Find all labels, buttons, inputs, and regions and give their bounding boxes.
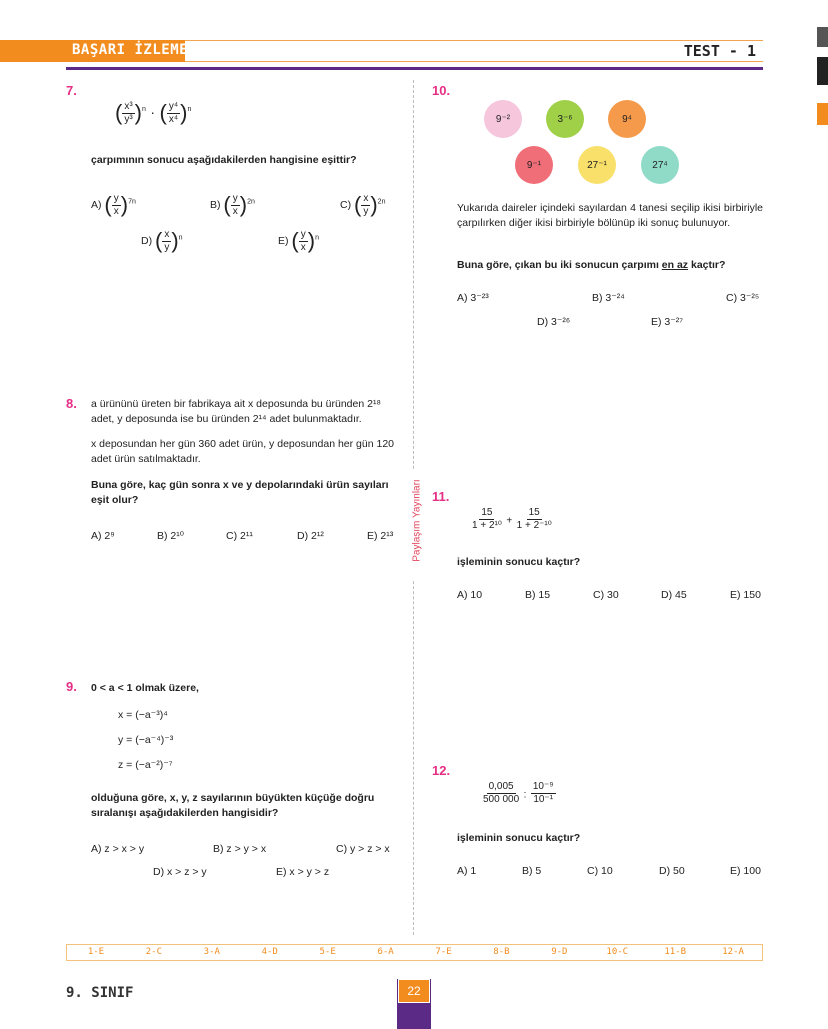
q11-expression — [472, 507, 552, 532]
answer-key — [66, 944, 763, 961]
exponent: 2n — [377, 198, 386, 206]
condition: 0 < a < 1 olmak üzere, — [91, 682, 199, 694]
question-number: 10. — [432, 83, 451, 98]
exponent: n — [315, 234, 319, 242]
denominator: x — [232, 205, 238, 217]
option: A) ( $\frac{y}{x}$ )$^{7n}$ — [91, 192, 136, 217]
denominator: x — [300, 241, 306, 253]
header-line — [185, 40, 763, 62]
number-circle — [578, 146, 616, 184]
numerator: y⁴ — [168, 100, 179, 112]
question-number: 8. — [66, 396, 77, 411]
option: E) 3⁻²⁷ — [651, 316, 684, 328]
q12-expression — [483, 781, 556, 806]
answer-key-item: 11-B — [664, 947, 687, 957]
option: D) 2¹² — [297, 530, 324, 542]
question-number: 12. — [432, 763, 451, 778]
circle-value: 9⁴ — [622, 113, 632, 125]
q7-expression: ( $\frac{\text{x³}}{\text{y³}}$ )$^n$ · ( $\frac{\text{y⁴}}{\text{x⁴}}$ )$^n$ — [115, 100, 192, 125]
option: C) 3⁻²⁵ — [726, 292, 760, 304]
question-number: 9. — [66, 679, 77, 694]
answer-key-item: 5-E — [319, 947, 336, 957]
option-label: D) — [141, 234, 153, 247]
answer-key-item: 4-D — [261, 947, 278, 957]
header-underline — [66, 67, 763, 70]
question-number: 11. — [432, 489, 450, 504]
option: B) z > y > x — [213, 843, 267, 855]
denominator: y — [164, 241, 170, 253]
numerator: y — [232, 192, 238, 204]
option: A) 1 — [457, 865, 477, 877]
number-circle — [546, 100, 584, 138]
question-number: 7. — [66, 83, 77, 98]
answer-key-item: 10-C — [606, 947, 629, 957]
denominator: 500 000 — [483, 794, 520, 805]
option: C) y > z > x — [336, 843, 390, 855]
answer-key-item: 1-E — [87, 947, 105, 957]
numerator: x³ — [124, 100, 133, 112]
answer-key-item: 9-D — [551, 947, 568, 957]
option: D) 45 — [661, 589, 687, 601]
underlined-term: en az — [661, 259, 689, 271]
option: B) 3⁻²⁴ — [592, 292, 625, 304]
answer-key-item: 7-E — [435, 947, 452, 957]
denominator: y³ — [124, 113, 133, 125]
option: B) 15 — [525, 589, 551, 601]
option: B) 5 — [522, 865, 542, 877]
option: C) 2¹¹ — [226, 530, 253, 542]
option: A) 3⁻²³ — [457, 292, 489, 304]
answer-key-item: 12-A — [722, 947, 744, 957]
answer-key-item: 3-A — [203, 947, 220, 957]
option: B) ( $\frac{y}{x}$ )$^{2n}$ — [210, 192, 255, 217]
option: E) x > y > z — [276, 866, 330, 878]
circle-value: 27⁴ — [652, 159, 668, 171]
equation: y = (−a⁻⁴)⁻³ — [118, 734, 174, 746]
denominator: 1 + 2¹⁰ — [472, 520, 502, 531]
denominator: x — [113, 205, 119, 217]
option: A) 2⁹ — [91, 530, 115, 542]
option: B) 2¹⁰ — [157, 530, 184, 542]
exponent: 7n — [128, 198, 136, 206]
denominator: y — [363, 205, 369, 217]
equation: z = (−a⁻²)⁻⁷ — [118, 759, 173, 771]
denominator: x⁴ — [168, 113, 179, 125]
operator: : — [523, 789, 527, 801]
paragraph: Yukarıda daireler içindeki sayılardan 4 tanesi seçilip ikisi birbiriyle çarpılırken diğer ikisi birbiriyle bölünüp iki sonuç bulunuyor. — [457, 202, 763, 229]
publisher-text: Paylaşım Yayınları — [411, 479, 423, 562]
option: E) 150 — [730, 589, 761, 601]
question-part: Buna göre, çıkan bu iki sonucun çarpımı — [457, 259, 662, 271]
option-label: C) — [340, 198, 352, 211]
option: D) 50 — [659, 865, 685, 877]
number-circle — [641, 146, 679, 184]
exponent: n — [187, 105, 192, 113]
option: E) 2¹³ — [367, 530, 394, 542]
number-circle — [484, 100, 522, 138]
denominator: 10⁻¹ — [533, 794, 554, 805]
option-label: A) — [91, 198, 102, 211]
option: A) z > x > y — [91, 843, 145, 855]
question-text: işleminin sonucu kaçtır? — [457, 832, 581, 844]
side-tab — [817, 57, 828, 85]
numerator: x — [164, 228, 170, 240]
paragraph: a ürününü üreten bir fabrikaya ait x deposunda bu üründen 2¹⁸ adet, y deposunda ise bu üründen 2¹⁴ adet bulunmaktadır. — [91, 398, 381, 425]
exponent: n — [142, 105, 146, 113]
numerator: y — [113, 192, 119, 204]
numerator: x — [363, 192, 369, 204]
numerator: 10⁻⁹ — [532, 781, 554, 792]
question-text: çarpımının sonucu aşağıdakilerden hangisine eşittir? — [91, 154, 357, 166]
option: C) ( $\frac{x}{y}$ )$^{2n}$ — [340, 192, 386, 217]
answer-key-item: 2-C — [145, 947, 163, 957]
exponent: n — [178, 234, 183, 242]
exponent: 2n — [247, 198, 255, 206]
option: E) ( $\frac{y}{x}$ )$^n$ — [278, 228, 319, 253]
side-tab — [817, 103, 828, 125]
number-circle — [515, 146, 553, 184]
question-text: işleminin sonucu kaçtır? — [457, 556, 581, 568]
side-tab — [817, 27, 828, 47]
numerator: y — [300, 228, 306, 240]
circle-value: 27⁻¹ — [587, 159, 607, 171]
numerator: 15 — [481, 507, 493, 518]
circle-value: 9⁻¹ — [526, 159, 542, 171]
option: D) 3⁻²⁶ — [537, 316, 571, 328]
operator: + — [506, 515, 513, 527]
test-label: TEST - 1 — [683, 42, 756, 60]
question-text: olduğuna göre, x, y, z sayılarının büyükten küçüğe doğru sıralanışı aşağıdakilerden hangisidir? — [91, 792, 375, 819]
circle-value: 3⁻⁶ — [557, 113, 573, 125]
option: A) 10 — [457, 589, 483, 601]
numerator: 15 — [528, 507, 540, 518]
question-text — [457, 258, 725, 273]
question-text: Buna göre, kaç gün sonra x ve y depolarındaki ürün sayıları eşit olur? — [91, 479, 389, 506]
number-circle — [608, 100, 646, 138]
grade-label: 9. SINIF — [66, 985, 134, 1001]
equation: x = (−a⁻³)⁴ — [118, 709, 168, 721]
answer-key-item: 8-B — [493, 947, 510, 957]
publisher-label — [402, 470, 424, 580]
numerator: 0,005 — [488, 781, 514, 792]
option: E) 100 — [730, 865, 761, 877]
option-label: B) — [210, 198, 221, 211]
option-label: E) — [278, 234, 289, 247]
option: C) 10 — [587, 865, 613, 877]
answer-key-item: 6-A — [377, 947, 394, 957]
circle-value: 9⁻² — [495, 113, 511, 125]
header-title: BAŞARI İZLEME TESTİ — [72, 42, 242, 58]
option: D) x > z > y — [153, 866, 207, 878]
paragraph: x deposundan her gün 360 adet ürün, y deposundan her gün 120 adet ürün satılmaktadır. — [91, 438, 394, 465]
question-part: kaçtır? — [688, 259, 726, 271]
denominator: 1 + 2⁻¹⁰ — [516, 520, 552, 531]
option: D) ( $\frac{x}{y}$ )$^n$ — [141, 228, 183, 253]
option: C) 30 — [593, 589, 619, 601]
page-number: 22 — [398, 979, 430, 1003]
